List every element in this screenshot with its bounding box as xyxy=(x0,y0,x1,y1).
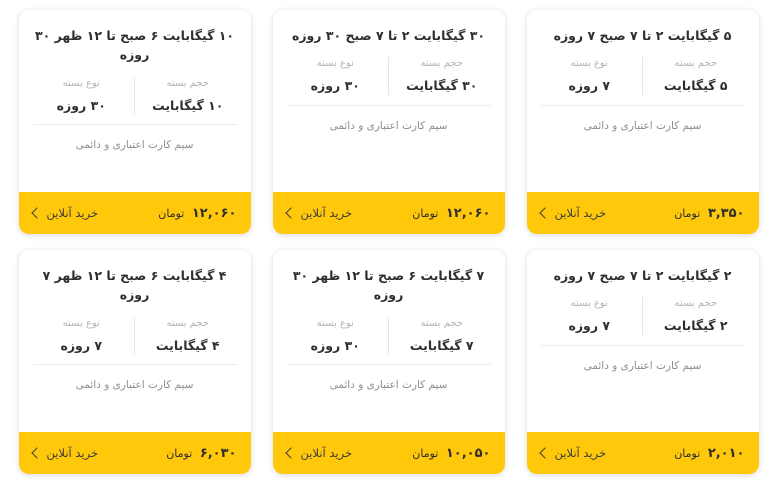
buy-online-label: خرید آنلاین xyxy=(300,446,353,460)
spec-volume-label: حجم بسته xyxy=(166,317,210,329)
buy-online-label: خرید آنلاین xyxy=(554,206,607,220)
sim-note: سیم کارت اعتباری و دائمی xyxy=(75,139,194,151)
spec-type xyxy=(29,317,136,354)
package-specs xyxy=(527,55,759,104)
package-card[interactable] xyxy=(273,10,505,234)
spec-volume-value: ۲ گیگابایت xyxy=(663,318,728,334)
buy-online-button[interactable] xyxy=(33,446,99,460)
spec-type-value: ۳۰ روزه xyxy=(56,97,106,113)
package-card[interactable] xyxy=(19,250,251,474)
chevron-left-icon xyxy=(31,447,42,458)
package-card[interactable] xyxy=(19,10,251,234)
package-specs xyxy=(19,75,251,124)
package-card[interactable] xyxy=(527,10,759,234)
price-value: ۱۲,۰۶۰ xyxy=(445,205,491,221)
sim-note: سیم کارت اعتباری و دائمی xyxy=(329,119,448,132)
price-currency: تومان xyxy=(158,206,185,220)
package-title: ۲ گیگابایت ۲ تا ۷ صبح ۷ روزه xyxy=(553,268,732,283)
price-value: ۲,۰۱۰ xyxy=(707,445,745,461)
chevron-left-icon xyxy=(285,447,296,458)
buy-online-label: خرید آنلاین xyxy=(46,206,99,220)
price-currency: تومان xyxy=(166,446,193,460)
price xyxy=(412,446,490,461)
price xyxy=(158,206,236,221)
price-value: ۱۲,۰۶۰ xyxy=(191,205,237,221)
buy-online-label: خرید آنلاین xyxy=(554,446,607,460)
package-title: ۷ گیگابایت ۶ صبح تا ۱۲ ظهر ۳۰ روزه xyxy=(292,268,485,303)
spec-volume-value: ۳۰ گیگابایت xyxy=(406,78,478,94)
price-currency: تومان xyxy=(674,206,701,220)
spec-type-label: نوع بسته xyxy=(316,317,354,329)
spec-type xyxy=(29,77,136,114)
spec-volume-label: حجم بسته xyxy=(420,58,464,70)
spec-volume-label: حجم بسته xyxy=(166,77,210,89)
spec-type-label: نوع بسته xyxy=(570,58,608,70)
buy-online-button[interactable] xyxy=(287,206,353,220)
spec-volume-label: حجم بسته xyxy=(674,298,718,310)
spec-type xyxy=(283,57,390,94)
package-title: ۴ گیگابایت ۶ صبح تا ۱۲ ظهر ۷ روزه xyxy=(42,268,227,303)
package-specs xyxy=(273,315,505,364)
spec-volume-value: ۱۰ گیگابایت xyxy=(152,97,224,113)
price-currency: تومان xyxy=(412,206,439,220)
spec-volume xyxy=(389,317,495,354)
spec-volume-label: حجم بسته xyxy=(674,58,718,70)
spec-volume-value: ۵ گیگابایت xyxy=(663,78,728,94)
chevron-left-icon xyxy=(539,207,550,218)
spec-volume xyxy=(135,77,241,114)
chevron-left-icon xyxy=(31,207,42,218)
sim-note: سیم کارت اعتباری و دائمی xyxy=(583,359,702,372)
buy-bar[interactable] xyxy=(527,432,759,474)
spec-volume-value: ۷ گیگابایت xyxy=(409,337,474,353)
buy-online-button[interactable] xyxy=(287,446,353,460)
price xyxy=(674,446,744,461)
chevron-left-icon xyxy=(285,207,296,218)
spec-type-label: نوع بسته xyxy=(316,58,354,70)
sim-note: سیم کارت اعتباری و دائمی xyxy=(75,379,194,391)
price-value: ۱۰,۰۵۰ xyxy=(445,445,491,461)
price xyxy=(674,206,744,221)
price-currency: تومان xyxy=(674,446,701,460)
spec-type-label: نوع بسته xyxy=(62,77,100,89)
spec-volume-value: ۴ گیگابایت xyxy=(155,337,220,353)
spec-type-value: ۷ روزه xyxy=(568,78,611,94)
buy-bar[interactable] xyxy=(527,192,759,234)
spec-volume xyxy=(643,297,749,334)
spec-type-label: نوع بسته xyxy=(570,298,608,310)
sim-note: سیم کارت اعتباری و دائمی xyxy=(583,119,702,132)
spec-volume xyxy=(389,57,495,94)
price-value: ۶,۰۳۰ xyxy=(199,445,237,461)
package-title: ۱۰ گیگابایت ۶ صبح تا ۱۲ ظهر ۳۰ روزه xyxy=(35,28,234,63)
spec-type xyxy=(537,297,644,334)
buy-online-label: خرید آنلاین xyxy=(300,206,353,220)
spec-volume-label: حجم بسته xyxy=(420,317,464,329)
buy-online-label: خرید آنلاین xyxy=(46,446,99,460)
package-title: ۵ گیگابایت ۲ تا ۷ صبح ۷ روزه xyxy=(553,28,732,43)
price xyxy=(412,206,490,221)
spec-type xyxy=(537,57,644,94)
package-specs xyxy=(273,55,505,104)
spec-type xyxy=(283,317,390,354)
spec-volume xyxy=(643,57,749,94)
sim-note: سیم کارت اعتباری و دائمی xyxy=(329,379,448,391)
buy-online-button[interactable] xyxy=(541,206,607,220)
chevron-left-icon xyxy=(539,447,550,458)
buy-bar[interactable] xyxy=(273,432,505,474)
spec-type-value: ۷ روزه xyxy=(568,318,611,334)
price-value: ۳,۳۵۰ xyxy=(707,205,745,221)
buy-bar[interactable] xyxy=(19,192,251,234)
buy-online-button[interactable] xyxy=(541,446,607,460)
spec-type-value: ۳۰ روزه xyxy=(310,337,360,353)
spec-type-value: ۳۰ روزه xyxy=(310,78,360,94)
package-specs xyxy=(527,295,759,344)
price xyxy=(166,446,236,461)
package-title: ۳۰ گیگابایت ۲ تا ۷ صبح ۳۰ روزه xyxy=(291,28,486,43)
package-specs xyxy=(19,315,251,364)
buy-bar[interactable] xyxy=(273,192,505,234)
spec-type-value: ۷ روزه xyxy=(60,337,103,353)
spec-volume xyxy=(135,317,241,354)
buy-bar[interactable] xyxy=(19,432,251,474)
package-card[interactable] xyxy=(273,250,505,474)
buy-online-button[interactable] xyxy=(33,206,99,220)
price-currency: تومان xyxy=(412,446,439,460)
spec-type-label: نوع بسته xyxy=(62,317,100,329)
package-card[interactable] xyxy=(527,250,759,474)
